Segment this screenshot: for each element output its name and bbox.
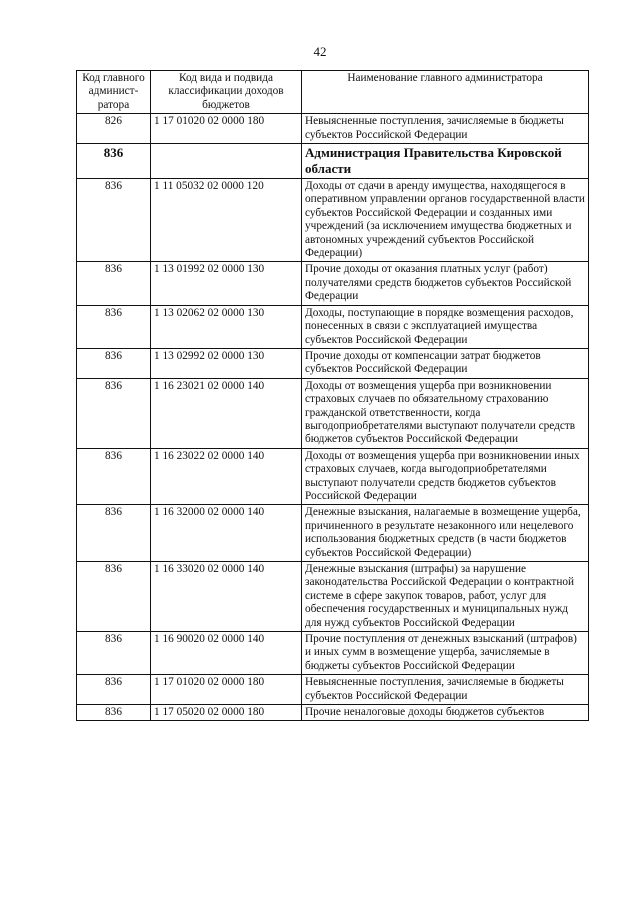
income-code-cell: 1 16 23021 02 0000 140 bbox=[151, 378, 302, 448]
income-code-cell: 1 16 23022 02 0000 140 bbox=[151, 448, 302, 505]
income-name-cell: Администрация Правительства Кировской области bbox=[302, 144, 589, 179]
income-code-cell: 1 13 02062 02 0000 130 bbox=[151, 305, 302, 348]
admin-code-cell: 836 bbox=[77, 448, 151, 505]
income-name-cell: Прочие поступления от денежных взысканий (штрафов) и иных сумм в возмещение ущерба, зачисляемые в бюджеты субъектов Российской Федерации bbox=[302, 632, 589, 675]
income-code-cell: 1 13 01992 02 0000 130 bbox=[151, 262, 302, 305]
income-name-cell: Прочие доходы от оказания платных услуг (работ) получателями средств бюджетов субъектов Российской Федерации bbox=[302, 262, 589, 305]
admin-code-cell: 836 bbox=[77, 305, 151, 348]
admin-code-cell: 836 bbox=[77, 262, 151, 305]
income-name-cell: Денежные взыскания (штрафы) за нарушение законодательства Российской Федерации о контрактной системе в сфере закупок товаров, работ, услуг для обеспечения государственных и муниципальных нужд для нужд субъектов Российской Федерации bbox=[302, 562, 589, 632]
income-name-cell: Денежные взыскания, налагаемые в возмещение ущерба, причиненного в результате незаконного или нецелевого использования бюджетных средств (в части бюджетов субъектов Российской Федерации) bbox=[302, 505, 589, 562]
income-code-cell: 1 16 33020 02 0000 140 bbox=[151, 562, 302, 632]
income-code-cell: 1 13 02992 02 0000 130 bbox=[151, 348, 302, 378]
admin-code-cell: 836 bbox=[77, 179, 151, 262]
table-row bbox=[77, 675, 589, 705]
admin-code-cell: 836 bbox=[77, 562, 151, 632]
table-row bbox=[77, 705, 589, 721]
admin-code-cell: 836 bbox=[77, 705, 151, 721]
admin-code-cell: 836 bbox=[77, 632, 151, 675]
income-code-cell: 1 17 05020 02 0000 180 bbox=[151, 705, 302, 721]
income-code-cell: 1 16 32000 02 0000 140 bbox=[151, 505, 302, 562]
admin-code-cell: 836 bbox=[77, 505, 151, 562]
table-row bbox=[77, 305, 589, 348]
header-admin-code: Код главного админист-ратора bbox=[77, 71, 151, 114]
income-code-cell: 1 17 01020 02 0000 180 bbox=[151, 114, 302, 144]
header-income-code: Код вида и подвида классификации доходов бюджетов bbox=[151, 71, 302, 114]
table-row bbox=[77, 505, 589, 562]
income-name-cell: Невыясненные поступления, зачисляемые в бюджеты субъектов Российской Федерации bbox=[302, 675, 589, 705]
table-row bbox=[77, 378, 589, 448]
table-row bbox=[77, 348, 589, 378]
table-row bbox=[77, 114, 589, 144]
table-row bbox=[77, 562, 589, 632]
income-name-cell: Доходы от возмещения ущерба при возникновении страховых случаев по обязательному страхованию гражданской ответственности, когда выгодоприобретателями выступают получатели средств бюджетов субъектов Российской Федерации bbox=[302, 378, 589, 448]
income-code-cell: 1 17 01020 02 0000 180 bbox=[151, 675, 302, 705]
income-name-cell: Доходы, поступающие в порядке возмещения расходов, понесенных в связи с эксплуатацией имущества субъектов Российской Федерации bbox=[302, 305, 589, 348]
income-classification-table bbox=[76, 70, 589, 721]
income-name-cell: Прочие доходы от компенсации затрат бюджетов субъектов Российской Федерации bbox=[302, 348, 589, 378]
table-row bbox=[77, 448, 589, 505]
admin-code-cell: 836 bbox=[77, 348, 151, 378]
income-name-cell: Доходы от возмещения ущерба при возникновении иных страховых случаев, когда выгодоприобретателями выступают получатели средств бюджетов субъектов Российской Федерации bbox=[302, 448, 589, 505]
admin-code-cell: 836 bbox=[77, 378, 151, 448]
income-name-cell: Невыясненные поступления, зачисляемые в бюджеты субъектов Российской Федерации bbox=[302, 114, 589, 144]
income-code-cell: 1 16 90020 02 0000 140 bbox=[151, 632, 302, 675]
income-name-cell: Доходы от сдачи в аренду имущества, находящегося в оперативном управлении органов государственной власти субъектов Российской Федерации и созданных ими учреждений (за исключением имущества бюджетных и автономных учреждений субъектов Российской Федерации) bbox=[302, 179, 589, 262]
admin-code-cell: 836 bbox=[77, 675, 151, 705]
header-name: Наименование главного администратора bbox=[302, 71, 589, 114]
table-row bbox=[77, 632, 589, 675]
page-number: 42 bbox=[313, 44, 327, 59]
table-row bbox=[77, 144, 589, 179]
table-body bbox=[77, 114, 589, 721]
income-code-cell: 1 11 05032 02 0000 120 bbox=[151, 179, 302, 262]
admin-code-cell: 826 bbox=[77, 114, 151, 144]
income-name-cell: Прочие неналоговые доходы бюджетов субъектов bbox=[302, 705, 589, 721]
income-code-cell bbox=[151, 144, 302, 179]
table-header-row bbox=[77, 71, 589, 114]
admin-code-cell: 836 bbox=[77, 144, 151, 179]
table-row bbox=[77, 262, 589, 305]
table-row bbox=[77, 179, 589, 262]
